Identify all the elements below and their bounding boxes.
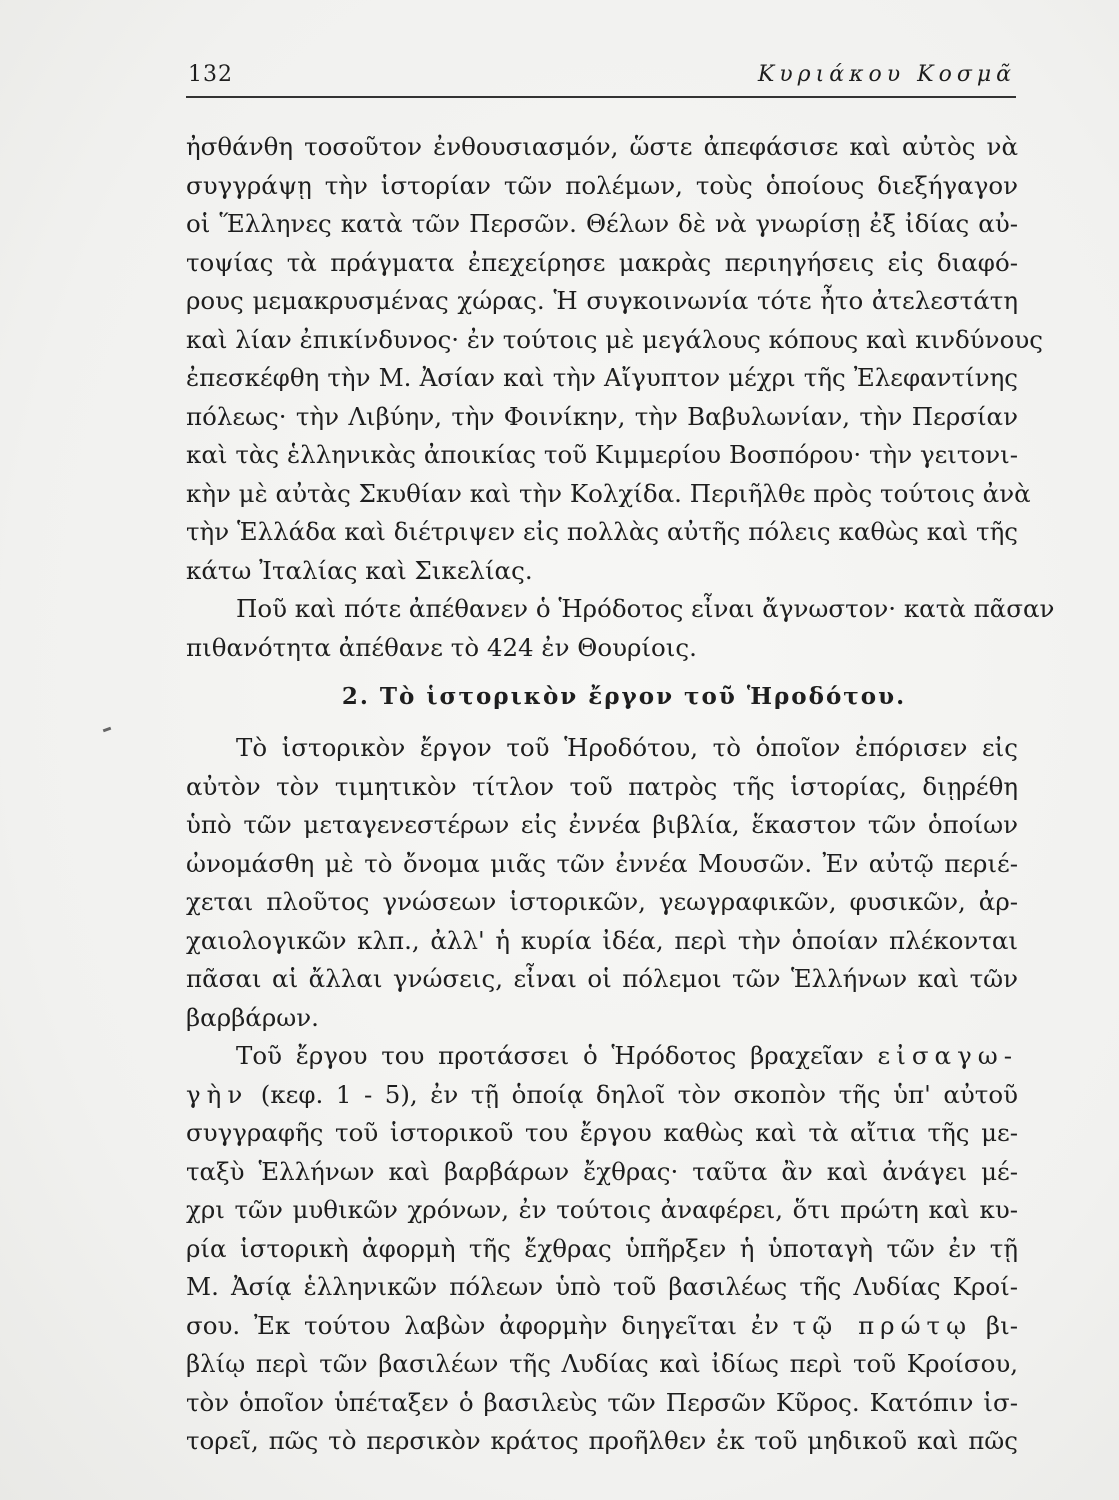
text-segment: (κεφ. 1 - 5), ἐν τῇ ὁποίᾳ δηλοῖ τὸν σκοπὸν τῆς ὑπ' αὐτοῦ <box>260 1079 1018 1109</box>
text-line: οἱ Ἕλληνες κατὰ τῶν Περσῶν. Θέλων δὲ νὰ γνωρίσῃ ἐξ ἰδίας αὐ- <box>186 209 1018 238</box>
text-line: ὠνομάσθη μὲ τὸ ὄνομα μιᾶς τῶν ἐννέα Μουσῶν. Ἐν αὐτῷ περιέ- <box>186 848 1018 878</box>
paragraph-2 <box>186 590 1055 667</box>
text-line: κὴν μὲ αὐτὰς Σκυθίαν καὶ τὴν Κολχίδα. Περιῆλθε πρὸς τούτοις ἀνὰ <box>186 478 1031 508</box>
text-line: χρι τῶν μυθικῶν χρόνων, ἐν τούτοις ἀναφέρει, ὅτι πρώτη καὶ κυ- <box>186 1195 1018 1224</box>
page-number: 132 <box>188 62 233 87</box>
spaced-term: τῷ πρώτῳ <box>792 1310 973 1340</box>
text-line <box>186 1037 1018 1076</box>
running-head: Κυριάκου Κοσμᾶ <box>757 62 1016 87</box>
text-line: χαιολογικῶν κλπ., ἀλλ' ἡ κυρία ἰδέα, περὶ τὴν ὁποίαν πλέκονται <box>186 925 1018 955</box>
text-line: ἠσθάνθη τοσοῦτον ἐνθουσιασμόν, ὥστε ἀπεφάσισε καὶ αὐτὸς νὰ <box>186 132 1018 161</box>
text-line: Μ. Ἀσίᾳ ἑλληνικῶν πόλεων ὑπὸ τοῦ βασιλέως τῆς Λυδίας Κροί- <box>186 1272 1018 1301</box>
text-line: τὴν Ἑλλάδα καὶ διέτριψεν εἰς πολλὰς αὐτῆς πόλεις καθὼς καὶ τῆς <box>186 517 1018 546</box>
spaced-term: εἰσαγω- <box>877 1041 1018 1070</box>
text-line: πιθανότητα ἀπέθανε τὸ 424 ἐν Θουρίοις. <box>186 632 697 662</box>
paragraph-3 <box>186 729 1018 1037</box>
text-segment: βι- <box>985 1310 1018 1340</box>
text-line: ὑπὸ τῶν μεταγενεστέρων εἰς ἐννέα βιβλία, ἕκαστον τῶν ὁποίων <box>186 810 1018 839</box>
text-line: τορεῖ, πῶς τὸ περσικὸν κράτος προῆλθεν ἐκ τοῦ μηδικοῦ καὶ πῶς <box>186 1426 1018 1455</box>
margin-mark <box>103 727 112 733</box>
text-line: Τὸ ἱστορικὸν ἔργον τοῦ Ἡροδότου, τὸ ὁποῖον ἐπόρισεν εἰς <box>236 733 1018 762</box>
text-line <box>186 1307 1018 1346</box>
text-line: αὐτὸν τὸν τιμητικὸν τίτλον τοῦ πατρὸς τῆς ἱστορίας, διῃρέθη <box>186 771 1018 801</box>
body-text <box>186 128 1055 1461</box>
text-segment: σου. Ἐκ τούτου λαβὼν ἀφορμὴν διηγεῖται ἐν <box>186 1310 779 1340</box>
text-line: συγγράψῃ τὴν ἱστορίαν τῶν πολέμων, τοὺς ὁποίους διεξήγαγον <box>186 170 1018 200</box>
text-line <box>186 1076 1018 1115</box>
spaced-term: γὴν <box>186 1079 249 1109</box>
text-line: πόλεως· τὴν Λιβύην, τὴν Φοινίκην, τὴν Βαβυλωνίαν, τὴν Περσίαν <box>186 401 1018 431</box>
text-line: ταξὺ Ἑλλήνων καὶ βαρβάρων ἔχθρας· ταῦτα ἂν καὶ ἀνάγει μέ- <box>186 1156 1018 1186</box>
text-line: χεται πλοῦτος γνώσεων ἱστορικῶν, γεωγραφικῶν, φυσικῶν, ἀρ- <box>186 887 1018 916</box>
paragraph-1 <box>186 128 1043 590</box>
text-segment: Τοῦ ἔργου του προτάσσει ὁ Ἡρόδοτος βραχεῖαν <box>236 1041 864 1070</box>
text-line: καὶ λίαν ἐπικίνδυνος· ἐν τούτοις μὲ μεγάλους κόπους καὶ κινδύνους <box>186 324 1043 354</box>
text-line: βαρβάρων. <box>186 1002 319 1032</box>
text-line: Ποῦ καὶ πότε ἀπέθανεν ὁ Ἡρόδοτος εἶναι ἄγνωστον· κατὰ πᾶσαν <box>236 594 1055 623</box>
text-line: τὸν ὁποῖον ὑπέταξεν ὁ βασιλεὺς τῶν Περσῶν Κῦρος. Κατόπιν ἱσ- <box>186 1387 1018 1417</box>
text-line: κάτω Ἰταλίας καὶ Σικελίας. <box>186 555 533 585</box>
text-line: ρία ἱστορικὴ ἀφορμὴ τῆς ἔχθρας ὑπῆρξεν ἡ ὑποταγὴ τῶν ἐν τῇ <box>186 1233 1018 1263</box>
text-line: συγγραφῆς τοῦ ἱστορικοῦ του ἔργου καθὼς καὶ τὰ αἴτια τῆς με- <box>186 1118 1018 1147</box>
text-line: καὶ τὰς ἑλληνικὰς ἀποικίας τοῦ Κιμμερίου Βοσπόρου· τὴν γειτονι- <box>186 440 1018 469</box>
section-heading: 2. Τὸ ἱστορικὸν ἔργον τοῦ Ἡροδότου. <box>341 683 907 710</box>
text-line: ρους μεμακρυσμένας χώρας. Ἡ συγκοινωνία τότε ἦτο ἀτελεστάτη <box>186 286 1018 315</box>
text-line: ἐπεσκέφθη τὴν Μ. Ἀσίαν καὶ τὴν Αἴγυπτον μέχρι τῆς Ἐλεφαντίνης <box>186 363 1018 392</box>
text-line: πᾶσαι αἱ ἄλλαι γνώσεις, εἶναι οἱ πόλεμοι τῶν Ἑλλήνων καὶ τῶν <box>186 964 1018 993</box>
header-rule <box>186 96 1016 98</box>
text-line: τοψίας τὰ πράγματα ἐπεχείρησε μακρὰς περιηγήσεις εἰς διαφό- <box>186 247 1018 277</box>
paragraph-4 <box>186 1037 1018 1461</box>
page-header <box>186 58 1016 94</box>
text-line: βλίῳ περὶ τῶν βασιλέων τῆς Λυδίας καὶ ἰδίως περὶ τοῦ Κροίσου, <box>186 1349 1018 1378</box>
